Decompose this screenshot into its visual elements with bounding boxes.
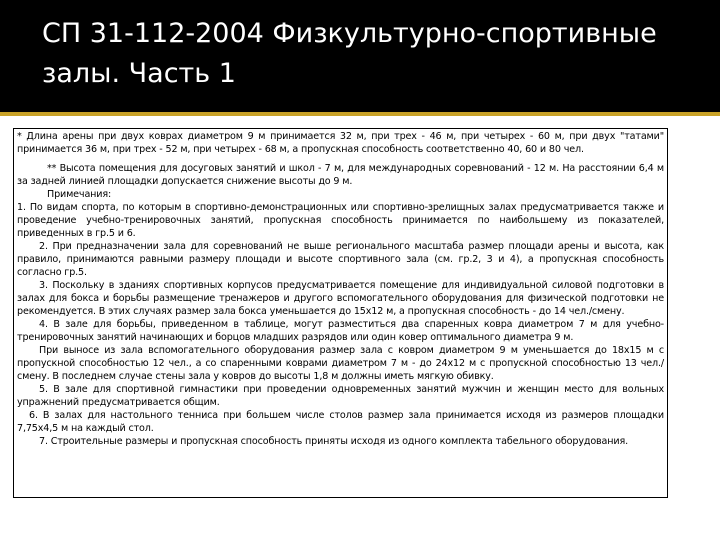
slide-title: СП 31-112-2004 Физкультурно-спортивные залы. Часть 1: [42, 18, 657, 89]
note-2: 2. При предназначении зала для соревнований не выше регионального масштаба размер площади арены и высота, как правило, принимаются равными размеру площади и высоте спортивного зала (см. гр.2, 3 и 4), а пропускная способность согласно гр.5.: [17, 241, 664, 278]
slide-header: [0, 0, 720, 112]
note-7: 7. Строительные размеры и пропускная способность приняты исходя из одного комплекта табельного оборудования.: [39, 436, 629, 447]
slide-content: [0, 116, 720, 540]
note-4: 4. В зале для борьбы, приведенном в таблице, могут разместиться два спаренных ковра диаметром 7 м для учебно-тренировочных занятий начинающих и борцов младших разрядов или один ковер оптимального диаметра 9 м.: [17, 319, 664, 343]
note-3: 3. Поскольку в зданиях спортивных корпусов предусматривается помещение для индивидуальной силовой подготовки в залах для бокса и борьбы размещение тренажеров и другого вспомогательного оборудования для физической подготовки не рекомендуется. В этих случаях размер зала бокса уменьшается до 15х12 м, а пропускная способность - до 14 чел./смену.: [17, 280, 664, 317]
note-1: 1. По видам спорта, по которым в спортивно-демонстрационных или спортивно-зрелищных залах предусматривается также и проведение учебно-тренировочных занятий, пропускная способность принимается по наибольшему из показателей, приведенных в гр.5 и 6.: [17, 202, 664, 239]
note-5: 5. В зале для спортивной гимнастики при проведении одновременных занятий мужчин и женщин место для вольных упражнений предусматривается общим.: [17, 384, 664, 408]
note-6: 6. В залах для настольного тенниса при большем числе столов размер зала принимается исходя из размеров площадки 7,75х4,5 м на каждый стол.: [17, 410, 664, 434]
note-4-continued: При выносе из зала вспомогательного оборудования размер зала с ковром диаметром 9 м уменьшается до 18х15 м с пропускной способностью 12 чел., а со спаренными коврами диаметром 7 м - до 24х12 м с пропускной способностью 13 чел./смену. В последнем случае стены зала у ковров до высоты 1,8 м должны иметь мягкую обивку.: [17, 345, 664, 382]
footnote-arena-length: * Длина арены при двух коврах диаметром 9 м принимается 32 м, при трех - 46 м, при четырех - 60 м, при двух "татами" принимается 36 м, при трех - 52 м, при четырех - 68 м, а пропускная способность соответственно 40, 60 и 80 чел.: [17, 131, 664, 155]
notes-text-box: [13, 128, 668, 498]
footnote-room-height: ** Высота помещения для досуговых занятий и школ - 7 м, для международных соревнований - 12 м. На расстоянии 6,4 м за задней линией площадки допускается снижение высоты до 9 м.: [17, 163, 664, 187]
notes-heading: Примечания:: [47, 189, 112, 200]
